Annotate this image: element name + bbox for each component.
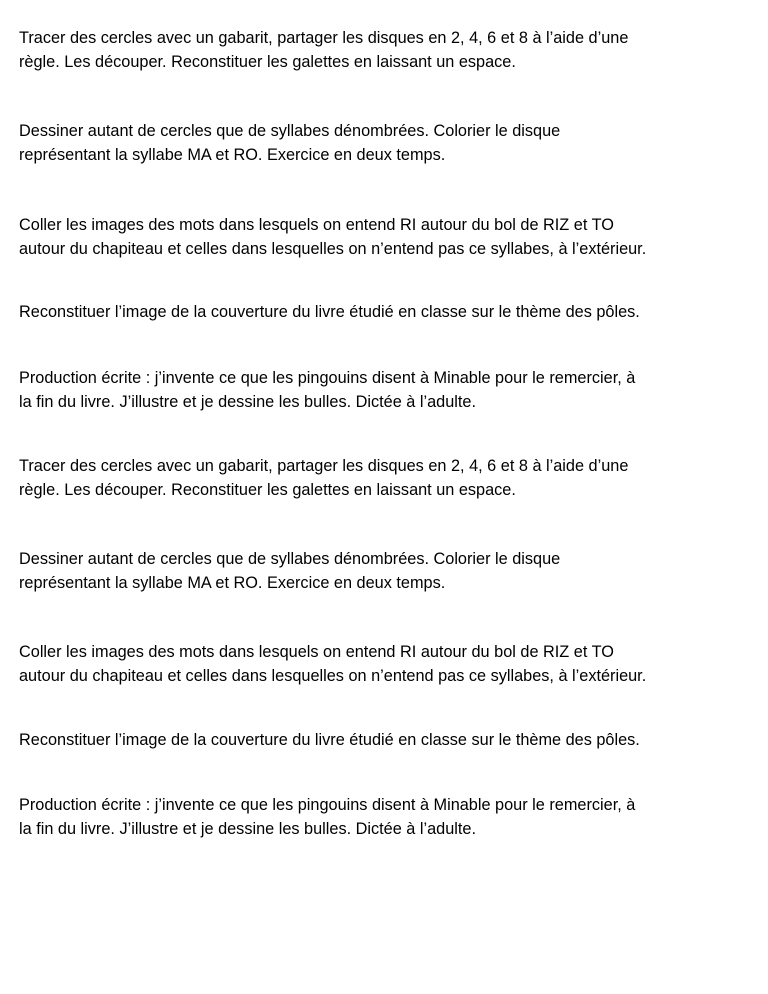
paragraph-line: Tracer des cercles avec un gabarit, partager les disques en 2, 4, 6 et 8 à l’aide d’une	[19, 457, 629, 475]
paragraph-galettes	[19, 454, 754, 502]
paragraph-line: Production écrite : j’invente ce que les pingouins disent à Minable pour le remercier, à	[19, 369, 636, 387]
paragraph-line: règle. Les découper. Reconstituer les galettes en laissant un espace.	[19, 53, 516, 71]
paragraph-line: Tracer des cercles avec un gabarit, partager les disques en 2, 4, 6 et 8 à l’aide d’une	[19, 29, 629, 47]
paragraph-couverture	[19, 728, 754, 752]
paragraph-line: représentant la syllabe MA et RO. Exercice en deux temps.	[19, 574, 446, 592]
paragraph-production-ecrite	[19, 366, 754, 414]
paragraph-line: Coller les images des mots dans lesquels on entend RI autour du bol de RIZ et TO	[19, 643, 614, 661]
paragraph-line: autour du chapiteau et celles dans lesquelles on n’entend pas ce syllabes, à l’extérieur.	[19, 667, 647, 685]
paragraph-line: la fin du livre. J’illustre et je dessine les bulles. Dictée à l’adulte.	[19, 393, 477, 411]
paragraph-galettes	[19, 26, 754, 74]
paragraph-syllabes	[19, 119, 754, 167]
paragraph-coller-images	[19, 640, 754, 688]
paragraph-line: Dessiner autant de cercles que de syllabes dénombrées. Colorier le disque	[19, 122, 561, 140]
paragraph-line: Production écrite : j’invente ce que les pingouins disent à Minable pour le remercier, à	[19, 796, 636, 814]
paragraph-line: représentant la syllabe MA et RO. Exercice en deux temps.	[19, 146, 446, 164]
paragraph-line: autour du chapiteau et celles dans lesquelles on n’entend pas ce syllabes, à l’extérieur.	[19, 240, 647, 258]
paragraph-coller-images	[19, 213, 754, 261]
paragraph-syllabes	[19, 547, 754, 595]
paragraph-line: la fin du livre. J’illustre et je dessine les bulles. Dictée à l’adulte.	[19, 820, 477, 838]
paragraph-production-ecrite	[19, 793, 754, 841]
paragraph-line: Reconstituer l’image de la couverture du livre étudié en classe sur le thème des pôles.	[19, 303, 640, 321]
paragraph-line: règle. Les découper. Reconstituer les galettes en laissant un espace.	[19, 481, 516, 499]
paragraph-line: Reconstituer l’image de la couverture du livre étudié en classe sur le thème des pôles.	[19, 731, 640, 749]
paragraph-line: Coller les images des mots dans lesquels on entend RI autour du bol de RIZ et TO	[19, 216, 614, 234]
paragraph-couverture	[19, 300, 754, 324]
paragraph-line: Dessiner autant de cercles que de syllabes dénombrées. Colorier le disque	[19, 550, 561, 568]
